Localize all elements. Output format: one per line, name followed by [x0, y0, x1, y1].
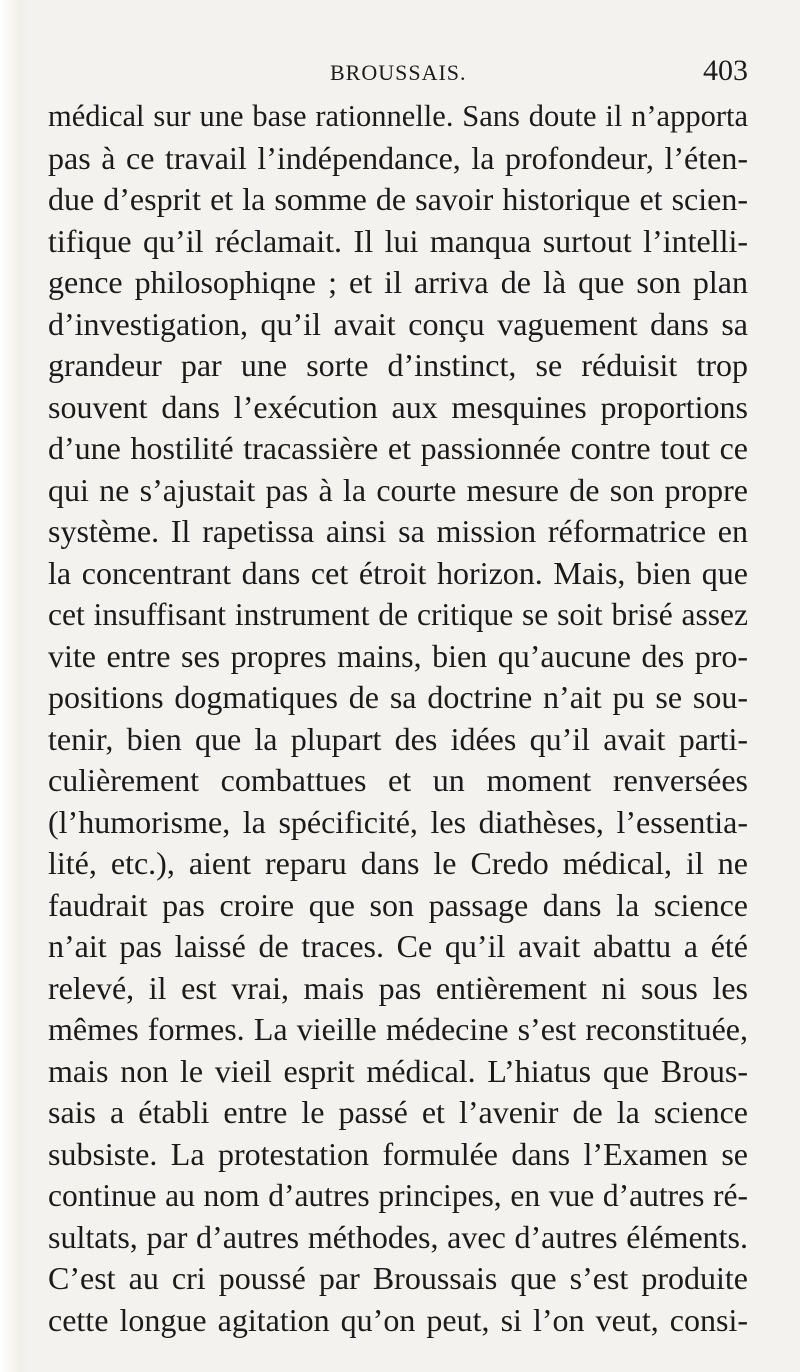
text-line: due d’esprit et la somme de savoir historique et scien- — [48, 181, 748, 217]
text-line: sais a établi entre le passé et l’avenir de la science — [48, 1094, 748, 1130]
running-head: BROUSSAIS. — [330, 60, 467, 85]
text-line: sultats, par d’autres méthodes, avec d’autres éléments. — [48, 1218, 748, 1255]
text-line: la concentrant dans cet étroit horizon. Mais, bien que — [48, 554, 748, 591]
text-line: positions dogmatiques de sa doctrine n’ait pu se sou- — [48, 679, 748, 715]
text-line: système. Il rapetissa ainsi sa mission réformatrice en — [48, 513, 748, 549]
text-line: (l’humorisme, la spécificité, les diathèses, l’essentia- — [48, 803, 748, 840]
body-text — [48, 96, 748, 1341]
page-gutter-shadow — [0, 0, 34, 1372]
text-line: mais non le vieil esprit médical. L’hiatus que Brous- — [48, 1052, 748, 1089]
text-line: C’est au cri poussé par Broussais que s’est produite — [48, 1260, 748, 1296]
text-line: souvent dans l’exécution aux mesquines proportions — [48, 388, 748, 425]
text-line: mêmes formes. La vieille médecine s’est reconstituée, — [48, 1011, 748, 1047]
text-line: d’investigation, qu’il avait conçu vaguement dans sa — [48, 305, 748, 342]
text-line: pas à ce travail l’indépendance, la profondeur, l’éten- — [48, 139, 748, 176]
text-line: subsiste. La protestation formulée dans l’Examen se — [48, 1135, 748, 1172]
text-line: culièrement combattues et un moment renversées — [48, 762, 748, 798]
text-line: faudrait pas croire que son passage dans la science — [48, 886, 748, 923]
text-line: gence philosophiqne ; et il arriva de là que son plan — [48, 264, 748, 300]
text-line: vite entre ses propres mains, bien qu’aucune des pro- — [48, 637, 748, 674]
text-line: grandeur par une sorte d’instinct, se réduisit trop — [48, 347, 748, 383]
text-line: cet insuffisant instrument de critique se soit brisé assez — [48, 597, 748, 632]
text-line: d’une hostilité tracassière et passionnée contre tout ce — [48, 430, 748, 466]
page-number: 403 — [703, 54, 748, 87]
text-line: cette longue agitation qu’on peut, si l’on veut, consi- — [48, 1301, 748, 1338]
text-line: continue au nom d’autres principes, en vue d’autres ré- — [48, 1178, 748, 1213]
text-line: tifique qu’il réclamait. Il lui manqua surtout l’intelli- — [48, 222, 748, 259]
page-header — [330, 54, 748, 94]
text-line: médical sur une base rationnelle. Sans doute il n’apporta — [48, 99, 748, 133]
text-line: lité, etc.), aient reparu dans le Credo médical, il ne — [48, 845, 748, 881]
text-line: n’ait pas laissé de traces. Ce qu’il avait abattu a été — [48, 928, 748, 964]
text-line: qui ne s’ajustait pas à la courte mesure de son propre — [48, 471, 748, 508]
text-line: tenir, bien que la plupart des idées qu’il avait parti- — [48, 720, 748, 757]
text-line: relevé, il est vrai, mais pas entièrement ni sous les — [48, 969, 748, 1006]
